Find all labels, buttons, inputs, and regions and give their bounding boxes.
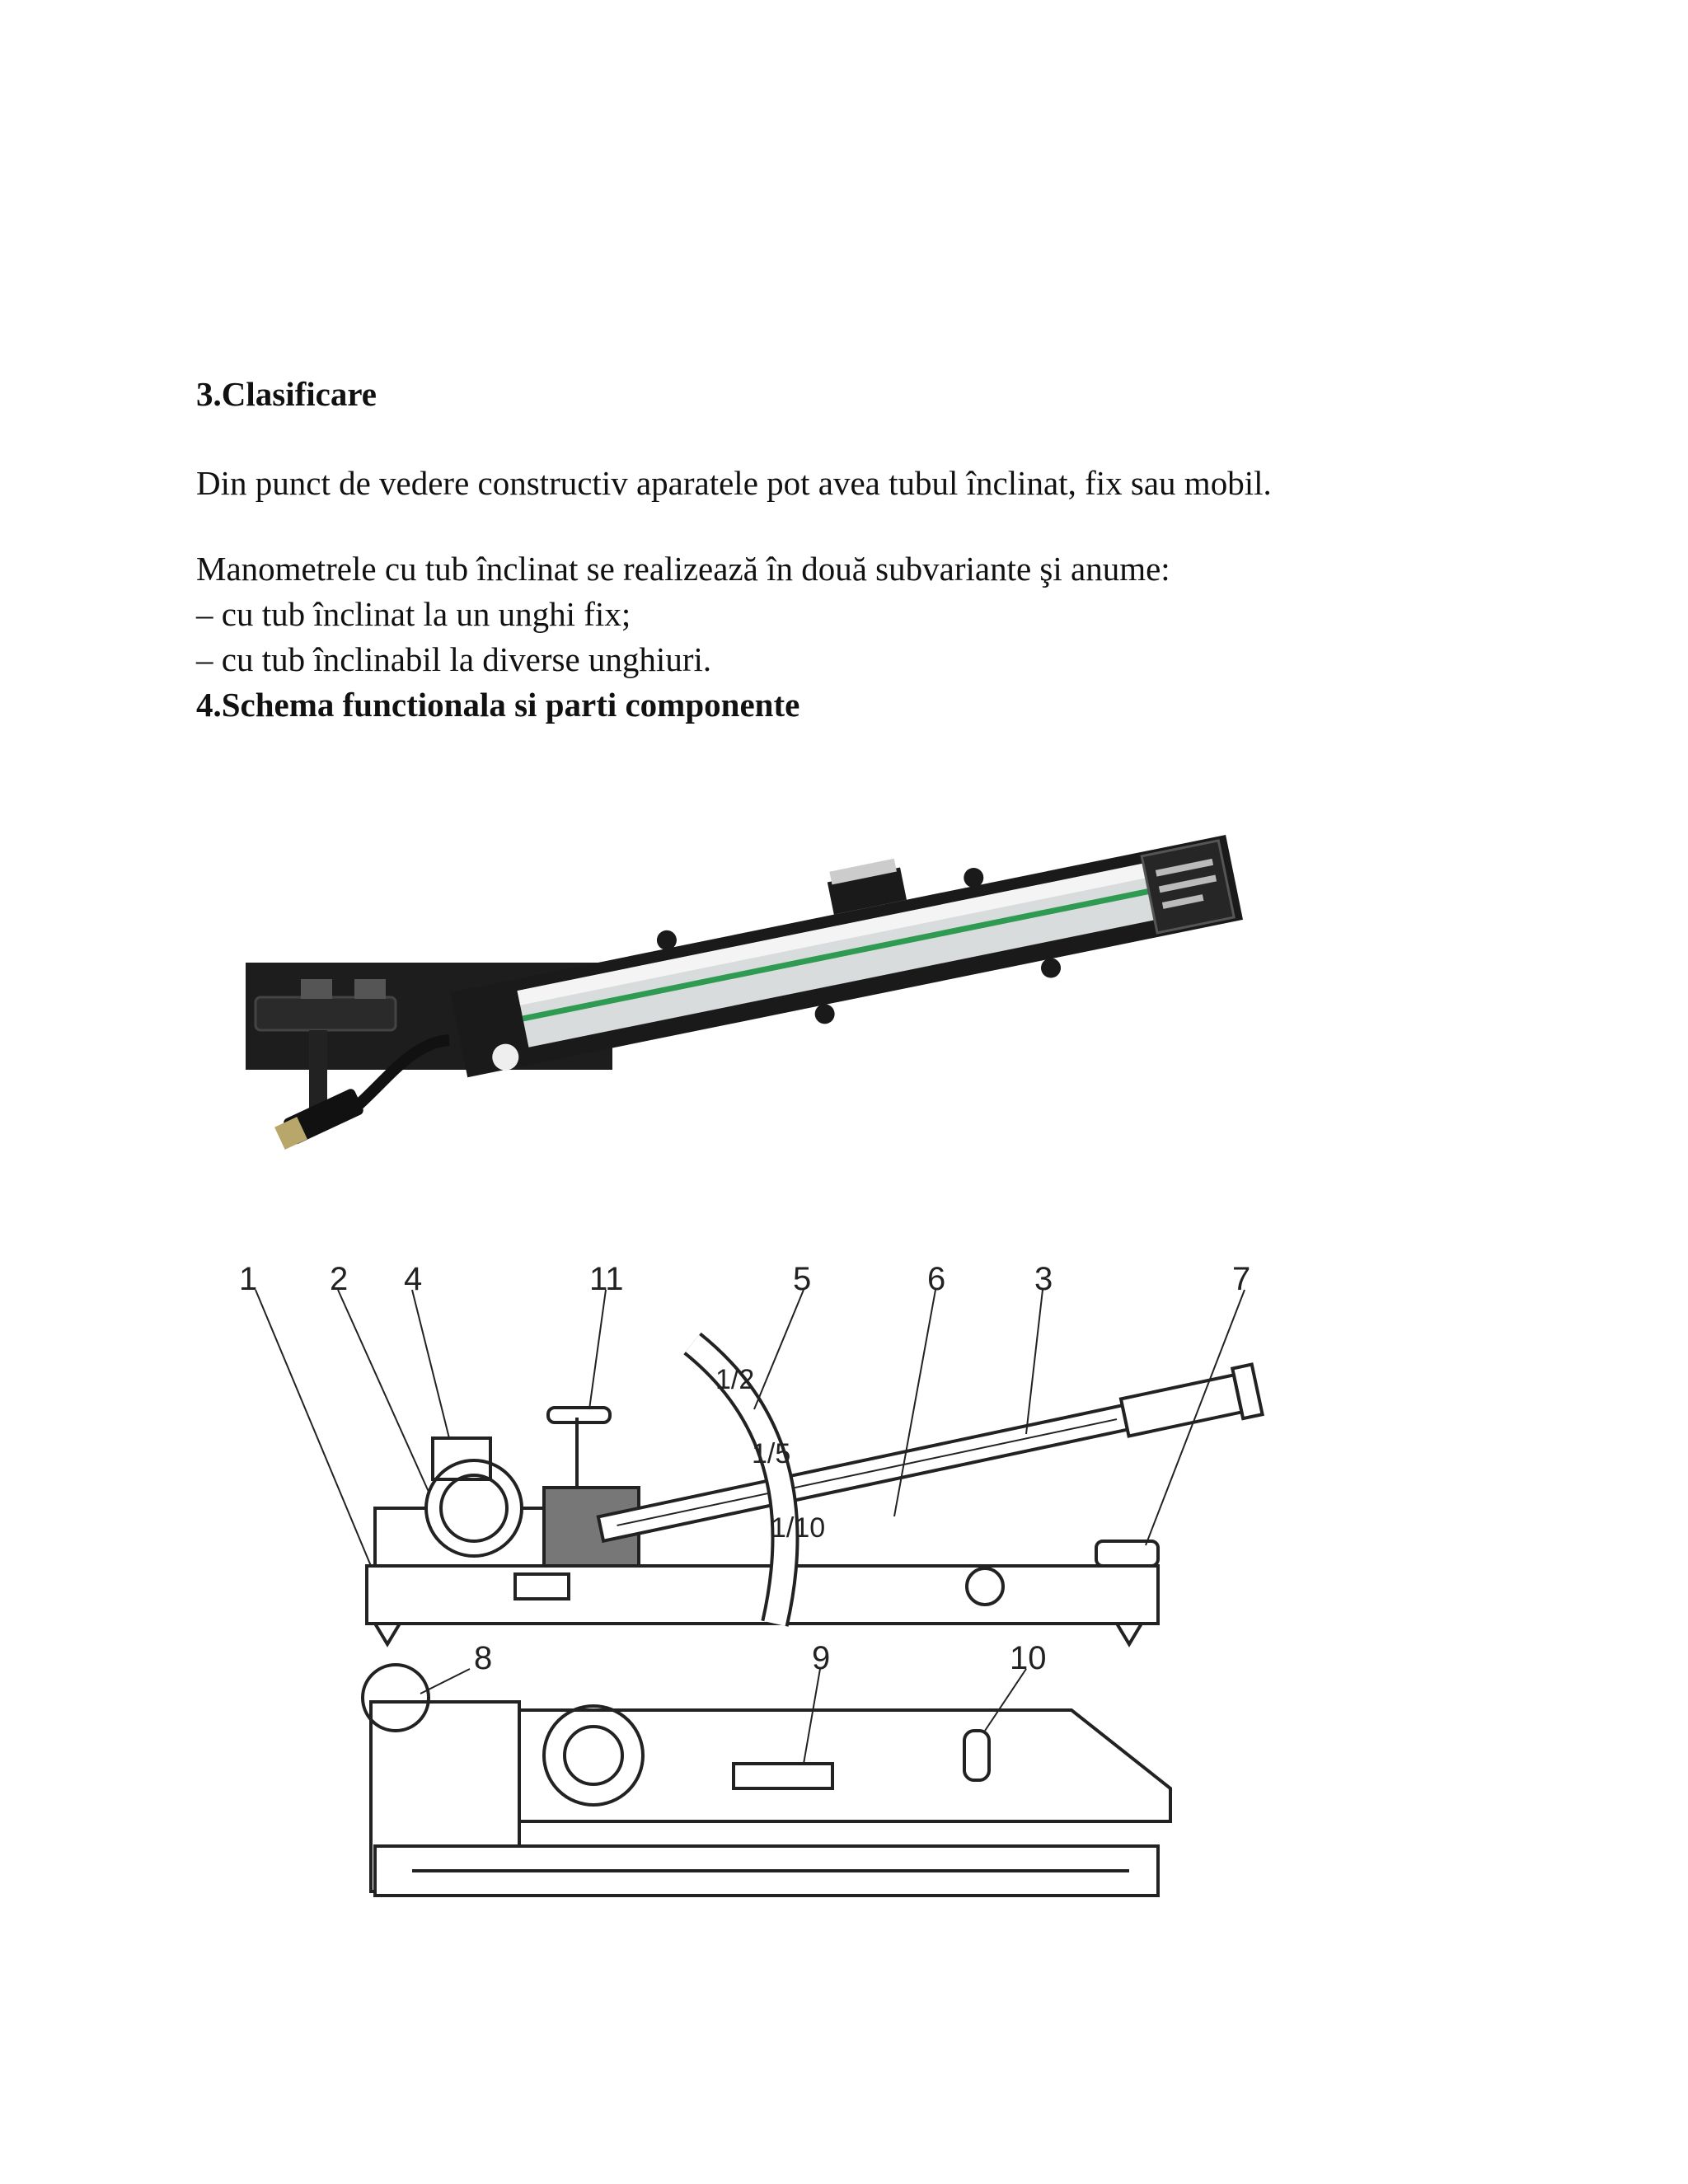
leveling-screw-7 <box>1096 1541 1158 1566</box>
section-3-heading: 3.Clasificare <box>196 375 377 413</box>
leader-11 <box>589 1290 606 1409</box>
manometer-schematic <box>0 1253 1688 1961</box>
bullet-variable-angle: – cu tub înclinabil la diverse unghiuri. <box>196 640 712 678</box>
leader-5 <box>754 1290 804 1409</box>
manometer-photo <box>0 824 1688 1170</box>
stand-leg <box>309 1030 327 1108</box>
label-4: 4 <box>404 1261 423 1297</box>
label-9: 9 <box>812 1640 831 1676</box>
label-5: 5 <box>793 1261 812 1297</box>
leader-3 <box>1026 1290 1043 1434</box>
classification-paragraph: Din punct de vedere constructiv aparatele pot avea tubul înclinat, fix sau mobil. <box>196 464 1272 502</box>
label-7: 7 <box>1232 1261 1251 1297</box>
base-foot-left <box>375 1624 400 1644</box>
label-6: 6 <box>927 1261 946 1297</box>
bolt <box>301 979 332 999</box>
label-11: 11 <box>589 1261 624 1297</box>
knob-11 <box>548 1408 610 1422</box>
leader-2 <box>338 1290 429 1492</box>
leader-6 <box>894 1290 935 1516</box>
subvariants-paragraph: Manometrele cu tub înclinat se realizează în două subvariante şi anume: <box>196 550 1170 588</box>
handle <box>256 997 396 1030</box>
section-4-heading: 4.Schema functionala si parti componente <box>196 686 800 724</box>
leader-1 <box>256 1290 371 1566</box>
tube-end-fitting-3 <box>1121 1375 1242 1436</box>
spirit-level-8 <box>363 1665 429 1731</box>
label-8: 8 <box>474 1640 493 1676</box>
scale-mark-1-10: 1/10 <box>771 1512 826 1544</box>
scale-mark-1-5: 1/5 <box>752 1438 791 1469</box>
leader-4 <box>412 1290 449 1438</box>
bullet-fixed-angle: – cu tub înclinat la un unghi fix; <box>196 595 631 633</box>
bottom-view-body <box>519 1710 1170 1821</box>
label-2: 2 <box>330 1261 349 1297</box>
bolt <box>354 979 386 999</box>
label-3: 3 <box>1034 1261 1053 1297</box>
scale-mark-1-2: 1/2 <box>715 1364 755 1395</box>
base-foot-right <box>1117 1624 1142 1644</box>
tube-scale-line <box>617 1419 1117 1526</box>
leader-8 <box>420 1669 470 1694</box>
label-1: 1 <box>239 1261 258 1297</box>
label-10: 10 <box>1010 1640 1047 1676</box>
